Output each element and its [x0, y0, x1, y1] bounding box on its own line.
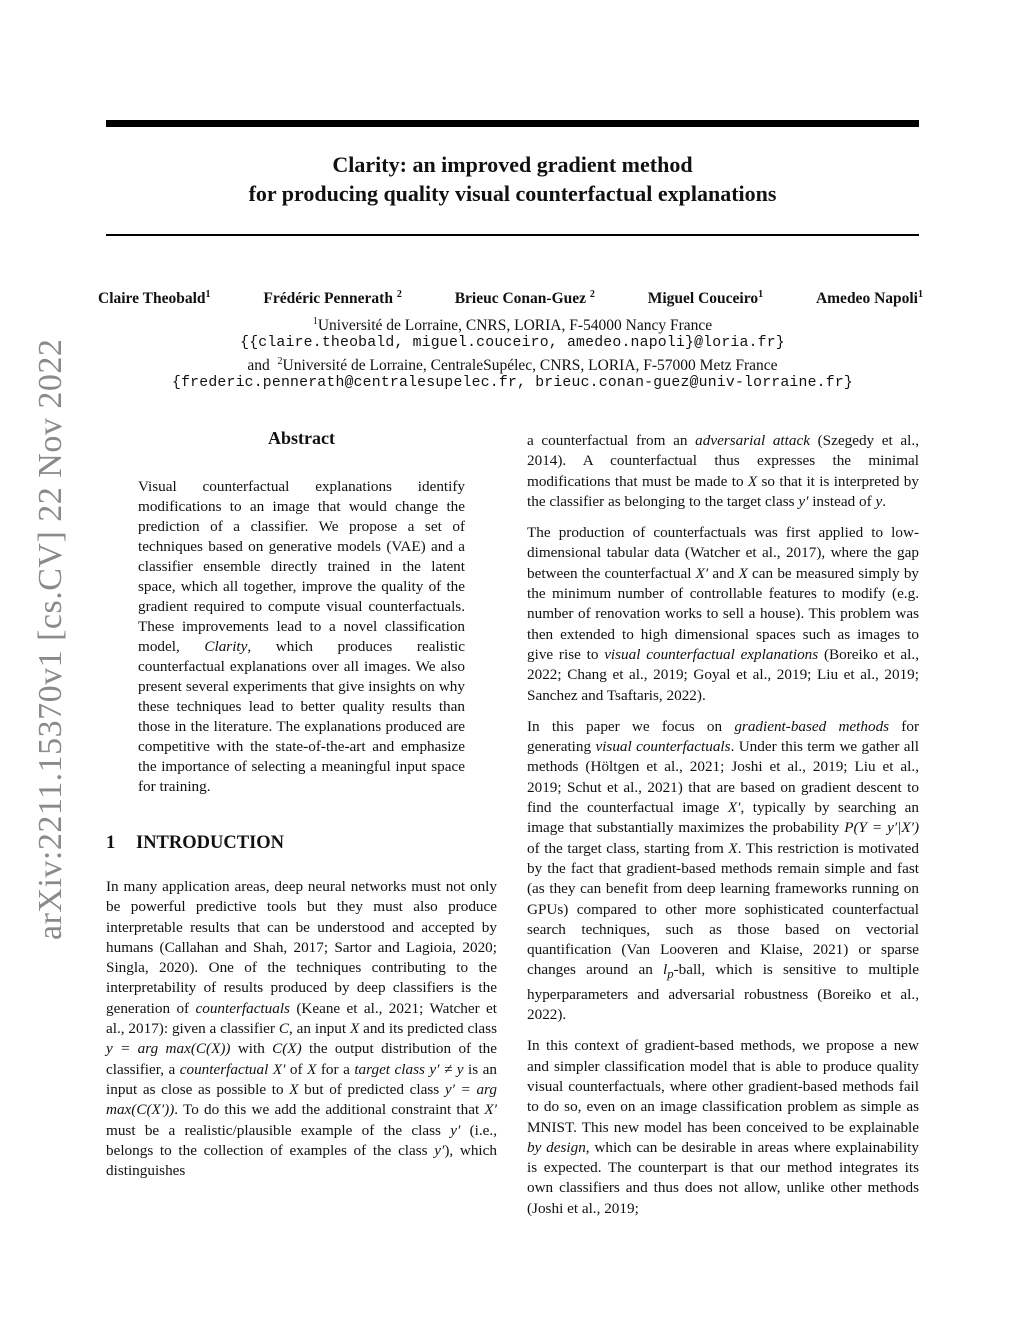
- arxiv-sidebar-stamp: arXiv:2211.15370v1 [cs.CV] 22 Nov 2022: [32, 338, 69, 940]
- intro-left-column: [106, 877, 497, 1181]
- abstract-body: Visual counterfactual explanations identify modifications to an image that would change the prediction of a classifier. We propose a set of techniques based on generative models (VAE) and a classifier ensemble directly trained in the latent space, which all together, improve the quality of the gradient required to compute visual counterfactuals. These improvements lead to a novel classification model, Clarity, which produces realistic counterfactual explanations over all images. We also present several experiments that give insights on why these techniques lead to better quality results than those in the literature. The explanations produced are competitive with the state-of-the-art and emphasize the importance of selecting a meaningful input space for training.: [138, 478, 465, 795]
- author: Miguel Couceiro$^1$: [647, 289, 764, 308]
- section-heading: 1 INTRODUCTION: [106, 833, 285, 853]
- email-2: {frederic.pennerath@centralesupelec.fr, brieuc.conan-guez@univ-lorraine.fr}: [172, 375, 853, 391]
- affiliation-1: $^1$Université de Lorraine, CNRS, LORIA, F-54000 Nancy France: [312, 316, 713, 335]
- paper-title: [106, 150, 919, 208]
- abstract-heading: Abstract: [268, 428, 335, 448]
- author: Amedeo Napoli$^1$: [815, 289, 923, 308]
- email-1: {{claire.theobald, miguel.couceiro, amedeo.napoli}@loria.fr}: [240, 335, 785, 351]
- title-line-2: for producing quality visual counterfactual explanations: [248, 181, 777, 206]
- paragraph: The production of counterfactuals was first applied to low-dimensional tabular data (Watcher et al., 2017), where the gap between the counterfactual X′ and X can be measured simply by the minimum number of controllable features to modify (e.g. number of renovation works to sell a house). This problem was then extended to high dimensional spaces such as images to give rise to visual counterfactual explanations (Boreiko et al., 2022; Chang et al., 2019; Goyal et al., 2019; Liu et al., 2019; Sanchez and Tsaftaris, 2022).: [527, 524, 920, 704]
- paragraph: In this paper we focus on gradient-based methods for generating visual counterfactuals. Under this term we gather all methods (Höltgen et al., 2021; Joshi et al., 2019; Liu et al., 2019; Schut et al., 2021) that are based on gradient descent to find the counterfactual image X′, typically by searching an image that substantially maximizes the probability P(Y = y′|X′) of the target class, starting from X. This restriction is motivated by the fact that gradient-based methods remain simple and fast (as they can benefit from deep learning frameworks running on GPUs) compared to other more sophisticated counterfactual search techniques, such as those based on vectorial quantification (Van Looveren and Klaise, 2021) or sparse changes around an $l_p$-ball, which is sensitive to multiple hyperparameters and adversarial robustness (Boreiko et al., 2022).: [527, 717, 919, 1024]
- author-list: [98, 289, 923, 308]
- top-rule: [106, 120, 919, 127]
- title-rule: [106, 234, 919, 236]
- author: Claire Theobald$^1$: [98, 289, 211, 308]
- affiliation-2: and $^2$Université de Lorraine, CentraleSupélec, CNRS, LORIA, F-57000 Metz France: [247, 356, 778, 375]
- paragraph: In many application areas, deep neural networks must not only be powerful predictive tools but they must also produce interpretable results that can be understood and accepted by humans (Callahan and Shah, 2017; Sartor and Lagioia, 2020; Singla, 2020). One of the techniques contributing to the interpretability of results produced by deep classifiers is the generation of counterfactuals (Keane et al., 2021; Watcher et al., 2017): given a classifier C, an input X and its predicted class y = arg max(C(X)) with C(X) the output distribution of the classifier, a counterfactual X′ of X for a target class y′ ≠ y is an input as close as possible to X but of predicted class y′ = arg max(C(X′)). To do this we add the additional constraint that X′ must be a realistic/plausible example of the class y′ (i.e., belongs to the collection of examples of the class y′), which distinguishes: [106, 878, 498, 1180]
- intro-right-column: [527, 431, 919, 1230]
- author: Brieuc Conan-Guez $^2$: [454, 289, 595, 308]
- paragraph: In this context of gradient-based methods, we propose a new and simpler classification model that is able to produce quality visual counterfactuals, where other gradient-based methods fail to do so, even on an image classification problem as simple as MNIST. This new model has been conceived to be explainable by design, which can be desirable in areas where explainability is expected. The counterpart is that our method integrates its own classifiers and thus does not allow, unlike other methods (Joshi et al., 2019;: [527, 1037, 919, 1217]
- author: Frédéric Pennerath $^2$: [263, 289, 402, 308]
- paragraph: a counterfactual from an adversarial attack (Szegedy et al., 2014). A counterfactual thus expresses the minimal modifications that must be made to X so that it is interpreted by the classifier as belonging to the target class y′ instead of y.: [527, 432, 919, 510]
- title-line-1: Clarity: an improved gradient method: [332, 152, 693, 177]
